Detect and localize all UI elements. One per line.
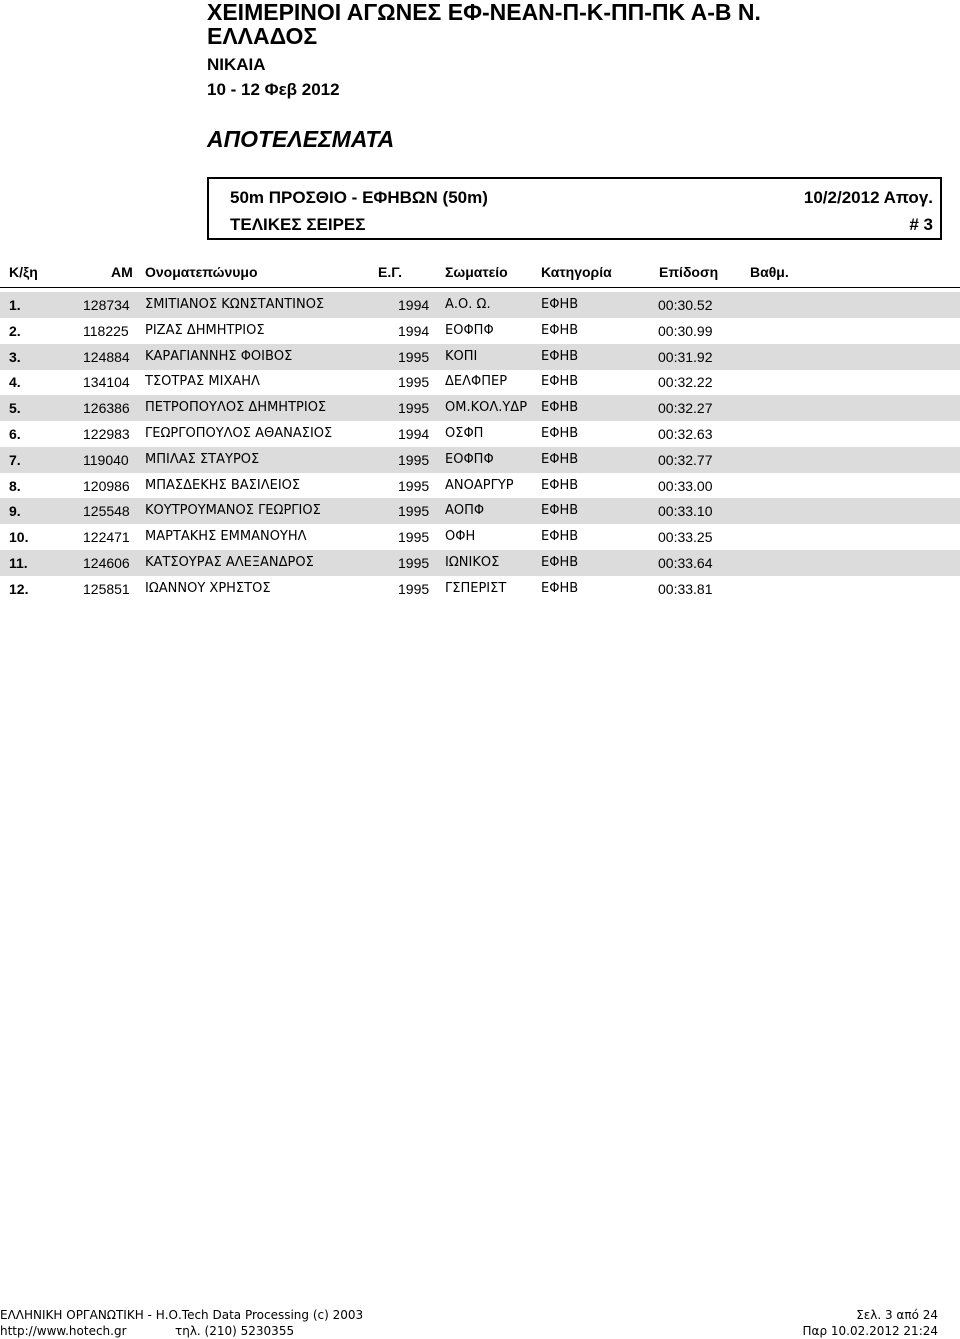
cell-am: 125548 bbox=[83, 503, 130, 520]
cell-club: ΓΣΠΕΡΙΣΤ bbox=[445, 580, 507, 596]
footer-company: ΕΛΛΗΝΙΚΗ ΟΡΓΑΝΩΤΙΚΗ - Η.Ο.Tech Data Processing (c) 2003 bbox=[0, 1308, 364, 1322]
cell-category: ΕΦΗΒ bbox=[541, 477, 579, 493]
col-header-club: Σωματείο bbox=[445, 264, 508, 280]
cell-category: ΕΦΗΒ bbox=[541, 529, 579, 545]
cell-rank: 5. bbox=[9, 400, 21, 417]
cell-club: ΕΟΦΠΦ bbox=[445, 322, 494, 338]
cell-category: ΕΦΗΒ bbox=[541, 348, 579, 364]
cell-birth-year: 1994 bbox=[398, 426, 430, 442]
event-round: ΤΕΛΙΚΕΣ ΣΕΙΡΕΣ bbox=[230, 215, 366, 234]
cell-athlete-name: ΜΑΡΤΑΚΗΣ ΕΜΜΑΝΟΥΗΛ bbox=[145, 529, 307, 545]
table-row bbox=[0, 395, 960, 421]
cell-category: ΕΦΗΒ bbox=[541, 580, 579, 596]
meet-venue: ΝΙΚΑΙΑ bbox=[207, 55, 266, 74]
cell-athlete-name: ΜΠΙΛΑΣ ΣΤΑΥΡΟΣ bbox=[145, 451, 260, 467]
cell-birth-year: 1995 bbox=[398, 503, 430, 520]
cell-time: 00:33.10 bbox=[658, 503, 713, 520]
cell-club: ΑΟΠΦ bbox=[445, 503, 485, 519]
cell-rank: 8. bbox=[9, 477, 21, 494]
cell-club: ΑΝΟΑΡΓΥΡ bbox=[445, 477, 514, 493]
cell-category: ΕΦΗΒ bbox=[541, 322, 579, 338]
cell-athlete-name: ΡΙΖΑΣ ΔΗΜΗΤΡΙΟΣ bbox=[145, 322, 265, 338]
cell-club: ΚΟΠΙ bbox=[445, 348, 478, 364]
cell-club: ΕΟΦΠΦ bbox=[445, 451, 494, 467]
cell-am: 118225 bbox=[83, 322, 129, 339]
event-date-session: 10/2/2012 Απογ. bbox=[803, 188, 933, 207]
cell-rank: 9. bbox=[9, 503, 21, 520]
cell-athlete-name: ΚΑΤΣΟΥΡΑΣ ΑΛΕΞΑΝΔΡΟΣ bbox=[145, 555, 314, 570]
table-row bbox=[0, 447, 960, 473]
col-header-name: Ονοματεπώνυμο bbox=[145, 264, 258, 280]
cell-birth-year: 1995 bbox=[398, 374, 430, 391]
cell-time: 00:33.25 bbox=[658, 529, 713, 546]
cell-rank: 2. bbox=[9, 322, 21, 339]
cell-club: ΙΩΝΙΚΟΣ bbox=[445, 555, 500, 570]
cell-time: 00:33.00 bbox=[658, 477, 713, 494]
col-header-birth-year: Ε.Γ. bbox=[378, 264, 402, 280]
cell-club: ΟΜ.ΚΟΛ.ΥΔΡ bbox=[445, 400, 528, 416]
table-row bbox=[0, 292, 960, 318]
cell-birth-year: 1995 bbox=[398, 555, 430, 571]
cell-rank: 11. bbox=[9, 555, 28, 571]
cell-category: ΕΦΗΒ bbox=[541, 451, 579, 467]
cell-club: ΟΦΗ bbox=[445, 529, 476, 545]
cell-am: 119040 bbox=[83, 451, 129, 468]
cell-time: 00:30.99 bbox=[658, 322, 713, 339]
cell-birth-year: 1995 bbox=[398, 451, 430, 468]
cell-time: 00:32.27 bbox=[658, 400, 713, 417]
cell-athlete-name: ΜΠΑΣΔΕΚΗΣ ΒΑΣΙΛΕΙΟΣ bbox=[145, 477, 301, 493]
cell-am: 134104 bbox=[83, 374, 130, 391]
table-row bbox=[0, 498, 960, 524]
col-header-points: Βαθμ. bbox=[750, 264, 789, 280]
cell-rank: 10. bbox=[9, 529, 29, 546]
cell-athlete-name: ΚΟΥΤΡΟΥΜΑΝΟΣ ΓΕΩΡΓΙΟΣ bbox=[145, 503, 321, 519]
table-row bbox=[0, 576, 960, 602]
cell-birth-year: 1995 bbox=[398, 400, 430, 417]
cell-rank: 1. bbox=[9, 297, 21, 313]
cell-club: Α.Ο. Ω. bbox=[445, 297, 491, 312]
cell-am: 124606 bbox=[83, 555, 130, 571]
table-row bbox=[0, 318, 960, 344]
event-name: 50m ΠΡΟΣΘΙΟ - ΕΦΗΒΩΝ (50m) bbox=[230, 188, 488, 207]
cell-time: 00:30.52 bbox=[658, 297, 713, 313]
cell-am: 124884 bbox=[83, 348, 130, 365]
cell-rank: 7. bbox=[9, 451, 21, 468]
cell-birth-year: 1995 bbox=[398, 529, 430, 546]
header-divider bbox=[0, 287, 960, 288]
cell-am: 122471 bbox=[83, 529, 130, 546]
event-number: # 3 bbox=[909, 215, 933, 234]
footer-printed: Παρ 10.02.2012 21:24 bbox=[802, 1324, 938, 1338]
col-header-rank: Κ/ξη bbox=[9, 264, 38, 280]
table-row bbox=[0, 344, 960, 370]
cell-category: ΕΦΗΒ bbox=[541, 400, 579, 416]
footer-phone: τηλ. (210) 5230355 bbox=[175, 1324, 295, 1338]
cell-athlete-name: ΣΜΙΤΙΑΝΟΣ ΚΩΝΣΤΑΝΤΙΝΟΣ bbox=[145, 297, 325, 312]
cell-athlete-name: ΓΕΩΡΓΟΠΟΥΛΟΣ ΑΘΑΝΑΣΙΟΣ bbox=[145, 426, 333, 441]
cell-rank: 6. bbox=[9, 426, 21, 442]
cell-birth-year: 1995 bbox=[398, 580, 430, 597]
table-row bbox=[0, 421, 960, 447]
table-row bbox=[0, 369, 960, 395]
cell-am: 122983 bbox=[83, 426, 130, 442]
footer-url[interactable]: http://www.hotech.gr bbox=[0, 1324, 127, 1338]
event-box bbox=[207, 177, 942, 240]
table-row bbox=[0, 473, 960, 499]
cell-birth-year: 1995 bbox=[398, 348, 430, 365]
cell-category: ΕΦΗΒ bbox=[541, 374, 579, 390]
cell-athlete-name: ΙΩΑΝΝΟΥ ΧΡΗΣΤΟΣ bbox=[145, 580, 271, 596]
cell-birth-year: 1995 bbox=[398, 477, 430, 494]
table-row bbox=[0, 550, 960, 576]
meet-dates: 10 - 12 Φεβ 2012 bbox=[207, 80, 340, 99]
results-heading: ΑΠΟΤΕΛΕΣΜΑΤΑ bbox=[207, 126, 395, 152]
cell-time: 00:32.22 bbox=[658, 374, 713, 391]
cell-rank: 12. bbox=[9, 580, 29, 597]
meet-title-line2: ΕΛΛΑΔΟΣ bbox=[207, 23, 318, 49]
cell-am: 128734 bbox=[83, 297, 130, 313]
col-header-time: Επίδοση bbox=[659, 264, 719, 280]
cell-am: 120986 bbox=[83, 477, 130, 494]
table-row bbox=[0, 524, 960, 550]
footer-page: Σελ. 3 από 24 bbox=[856, 1308, 938, 1322]
cell-category: ΕΦΗΒ bbox=[541, 503, 579, 519]
cell-birth-year: 1994 bbox=[398, 297, 430, 313]
cell-category: ΕΦΗΒ bbox=[541, 426, 579, 441]
col-header-am: ΑΜ bbox=[111, 264, 133, 280]
cell-athlete-name: ΚΑΡΑΓΙΑΝΝΗΣ ΦΟΙΒΟΣ bbox=[145, 348, 293, 364]
cell-rank: 3. bbox=[9, 348, 21, 365]
col-header-category: Κατηγορία bbox=[541, 264, 612, 280]
cell-athlete-name: ΤΣΟΤΡΑΣ ΜΙΧΑΗΛ bbox=[145, 374, 260, 390]
cell-category: ΕΦΗΒ bbox=[541, 297, 579, 312]
cell-am: 126386 bbox=[83, 400, 130, 417]
meet-title-line1: ΧΕΙΜΕΡΙΝΟΙ ΑΓΩΝΕΣ ΕΦ-ΝΕΑΝ-Π-Κ-ΠΠ-ΠΚ Α-Β Ν. bbox=[207, 0, 761, 25]
cell-time: 00:31.92 bbox=[658, 348, 713, 365]
cell-club: ΔΕΛΦΠΕΡ bbox=[445, 374, 508, 390]
cell-time: 00:32.77 bbox=[658, 451, 713, 468]
cell-category: ΕΦΗΒ bbox=[541, 555, 579, 570]
cell-rank: 4. bbox=[9, 374, 21, 391]
cell-time: 00:33.64 bbox=[658, 555, 713, 571]
cell-time: 00:32.63 bbox=[658, 426, 713, 442]
cell-athlete-name: ΠΕΤΡΟΠΟΥΛΟΣ ΔΗΜΗΤΡΙΟΣ bbox=[145, 400, 327, 416]
cell-club: ΟΣΦΠ bbox=[445, 426, 484, 441]
cell-am: 125851 bbox=[83, 580, 130, 597]
cell-birth-year: 1994 bbox=[398, 322, 430, 339]
cell-time: 00:33.81 bbox=[658, 580, 713, 597]
